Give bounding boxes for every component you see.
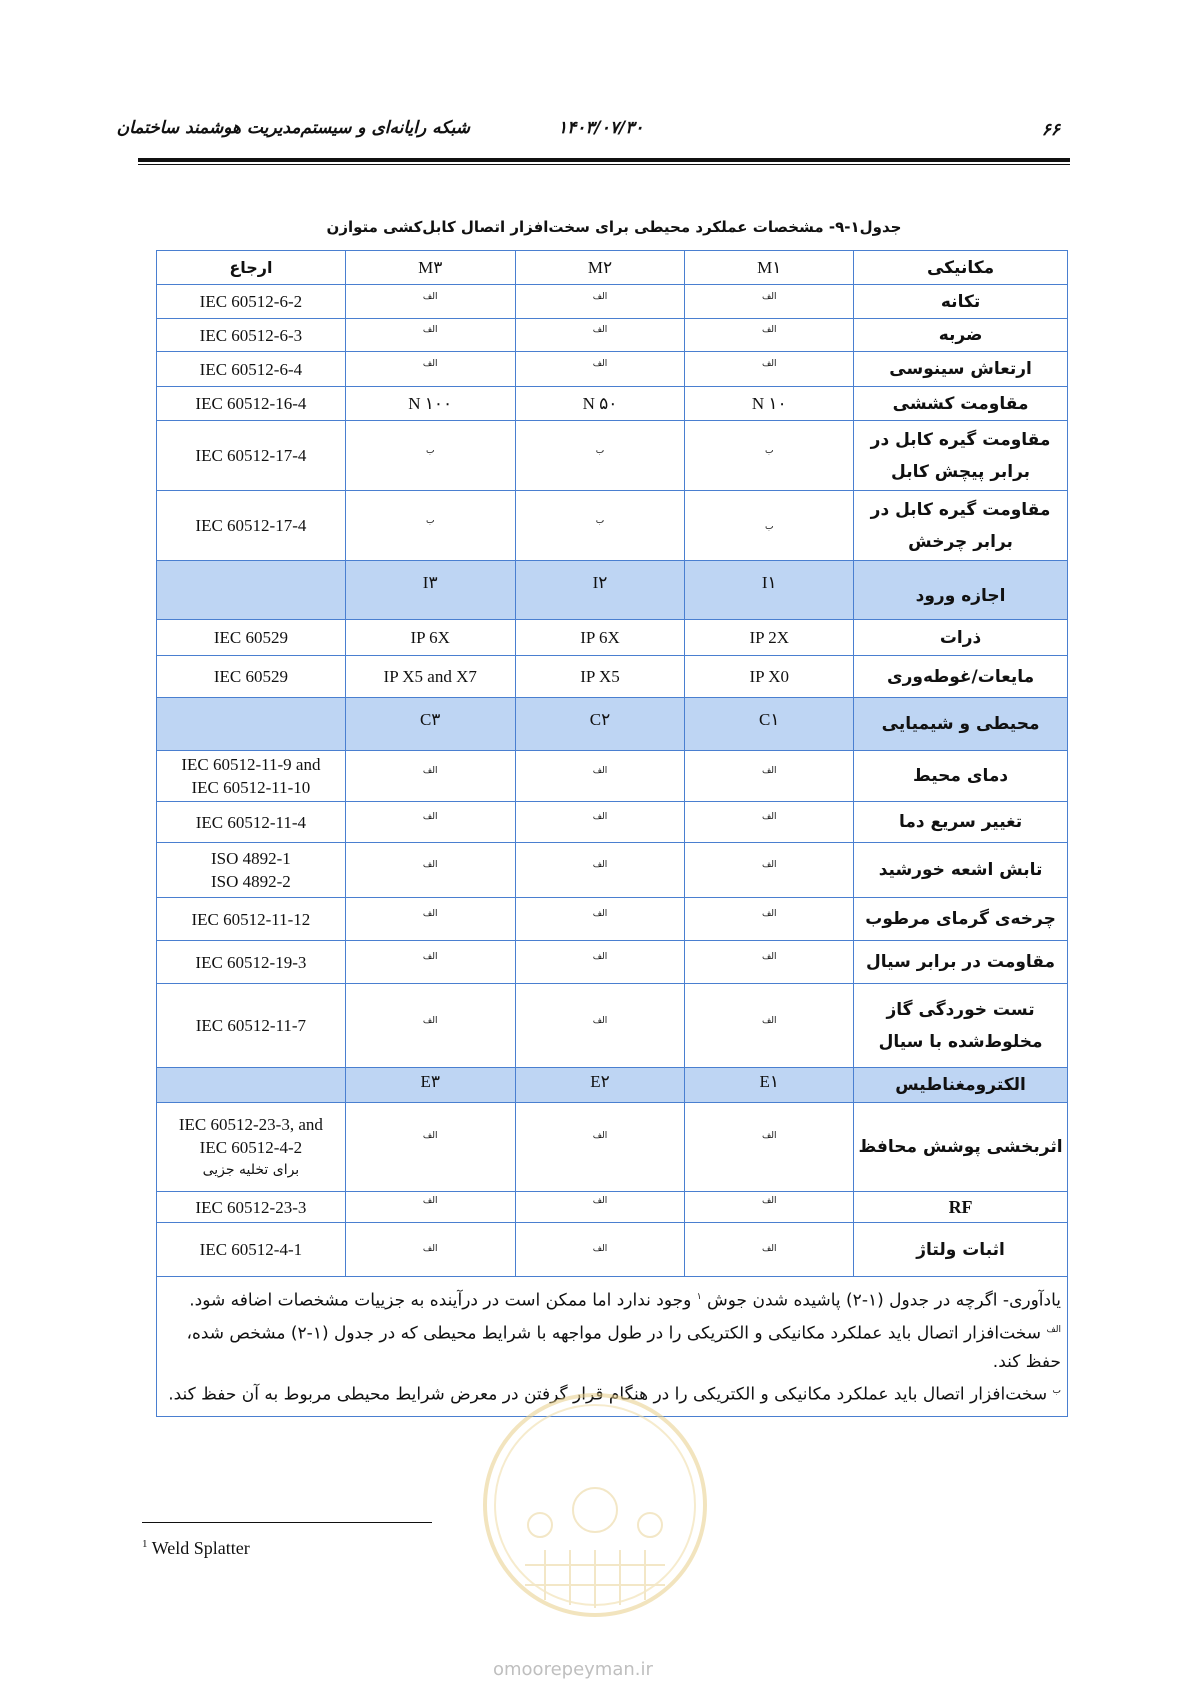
table-row [157, 898, 1068, 941]
row-label: اثربخشی پوشش محافظ [854, 1103, 1068, 1192]
note-mark: الف [761, 359, 777, 369]
note-mark: الف [592, 291, 608, 302]
note-mark: الف [422, 909, 438, 919]
header-rule-thin [138, 164, 1070, 165]
page-number: ۶۶ [1041, 120, 1060, 140]
note-text: سخت‌افزار اتصال باید عملکرد مکانیکی و الکتریکی را در هنگام قرار گرفتن در معرض شرایط محیطی مربوط به آن حفظ کند. [168, 1384, 1048, 1405]
row-label: الکترومغناطیس [854, 1068, 1068, 1103]
note-mark: الف [422, 1243, 438, 1254]
value-cell: ۵۰ N [515, 387, 685, 421]
column-header-mechanical: مکانیکی [854, 251, 1068, 285]
row-label: مایعات/غوطه‌وری [854, 656, 1068, 698]
table-row [157, 1192, 1068, 1223]
table-row [157, 656, 1068, 698]
row-label: مقاومت در برابر سیال [854, 941, 1068, 984]
reference-cell [157, 751, 346, 802]
header-date: ۱۴۰۳/۰۷/۳۰ [558, 118, 644, 138]
page-header [116, 118, 1070, 148]
row-label: مقاومت گیره کابل در برابر چرخش [854, 491, 1068, 561]
row-label: دمای محیط [854, 751, 1068, 802]
row-label: اجازه ورود [854, 561, 1068, 620]
table-row [157, 387, 1068, 421]
note-mark: الف [422, 952, 438, 962]
note-mark: الف [761, 952, 777, 962]
value-cell: IP 6X [345, 620, 515, 656]
row-label: تکانه [854, 285, 1068, 319]
table-caption: جدول۱-۹- مشخصات عملکرد محیطی برای سخت‌افزار اتصال کابل‌کشی متوازن [326, 218, 902, 236]
table-row [157, 1103, 1068, 1192]
row-label: ضربه [854, 319, 1068, 352]
group-row [157, 1068, 1068, 1103]
class-cell: I۲ [515, 561, 685, 620]
class-cell: I۱ [685, 561, 854, 620]
reference-cell [157, 561, 346, 620]
running-title: شبکه رایانه‌ای و سیستم‌مدیریت هوشمند ساختمان [116, 118, 470, 138]
reference-cell: IEC 60512-19-3 [157, 941, 346, 984]
table-row [157, 620, 1068, 656]
note-mark: ب [425, 515, 435, 526]
table-row [157, 421, 1068, 491]
note-mark: الف [761, 812, 777, 822]
reference-line: IEC 60512-23-3, and [178, 1114, 323, 1134]
class-cell: C۱ [685, 698, 854, 751]
note-mark: ب [595, 445, 605, 456]
note-mark: الف [592, 1131, 608, 1141]
note-mark: الف [761, 909, 777, 919]
note-mark: ب [1052, 1386, 1061, 1397]
class-cell: E۲ [515, 1068, 685, 1103]
note-mark: الف [761, 766, 777, 776]
note-mark: ب [595, 515, 605, 526]
note-mark: الف [761, 1243, 777, 1254]
note-mark: الف [422, 1015, 438, 1026]
note-text: یادآوری- اگرچه در جدول (۱-۲) پاشیده شدن جوش [707, 1290, 1061, 1311]
group-row [157, 698, 1068, 751]
table-row [157, 984, 1068, 1068]
reference-line: IEC 60512-4-2 [199, 1137, 303, 1157]
header-rule-thick [138, 158, 1070, 162]
row-label: RF [854, 1192, 1068, 1223]
reference-cell: IEC 60512-23-3 [157, 1192, 346, 1223]
note-mark: ب [425, 445, 435, 456]
row-label: ذرات [854, 620, 1068, 656]
row-label: مقاومت کششی [854, 387, 1068, 421]
table-row [157, 319, 1068, 352]
group-row [157, 561, 1068, 620]
reference-cell: IEC 60512-6-4 [157, 352, 346, 387]
reference-line: IEC 60512-11-10 [191, 778, 311, 797]
column-header-m1: M۱ [685, 251, 854, 285]
note-mark: الف [592, 909, 608, 919]
note-line [167, 1283, 1061, 1316]
table-row [157, 285, 1068, 319]
reference-cell: IEC 60512-6-3 [157, 319, 346, 352]
reference-cell: IEC 60512-17-4 [157, 421, 346, 491]
class-cell: E۱ [685, 1068, 854, 1103]
note-mark: ب [765, 445, 774, 456]
reference-cell: IEC 60512-16-4 [157, 387, 346, 421]
note-mark: ب [765, 521, 774, 532]
note-mark: الف [422, 860, 438, 870]
table-row [157, 843, 1068, 898]
column-header-reference: ارجاع [157, 251, 346, 285]
note-mark: الف [422, 1196, 438, 1206]
reference-cell: IEC 60512-4-1 [157, 1223, 346, 1277]
note-text: سخت‌افزار اتصال باید عملکرد مکانیکی و الکتریکی را در طول مواجهه با شرایط محیطی که در جدول (۱-۲) مشخص شده، حفظ کند. [186, 1323, 1061, 1373]
reference-cell: IEC 60512-17-4 [157, 491, 346, 561]
spec-table [156, 250, 1068, 1417]
column-header-m3: M۳ [345, 251, 515, 285]
row-label: محیطی و شیمیایی [854, 698, 1068, 751]
note-mark: الف [761, 1131, 777, 1141]
note-mark: الف [761, 860, 777, 870]
row-label: تابش اشعه خورشید [854, 843, 1068, 898]
note-mark: الف [592, 1196, 608, 1206]
class-cell: C۲ [515, 698, 685, 751]
note-mark: الف [592, 325, 608, 335]
footnote-text: Weld Splatter [151, 1538, 250, 1558]
note-mark: الف [422, 812, 438, 822]
reference-line: ISO 4892-2 [211, 872, 291, 891]
reference-cell: IEC 60512-6-2 [157, 285, 346, 319]
reference-cell: IEC 60529 [157, 620, 346, 656]
watermark-url: omoorepeyman.ir [493, 1659, 653, 1680]
table-row [157, 352, 1068, 387]
watermark-logo [480, 1390, 710, 1620]
note-line [167, 1316, 1061, 1378]
note-mark: الف [422, 325, 438, 335]
note-mark: الف [422, 1131, 438, 1141]
reference-cell [157, 1103, 346, 1192]
footnote-rule [142, 1522, 432, 1523]
row-label: تست خوردگی گاز مخلوط‌شده با سیال [854, 984, 1068, 1068]
value-cell: ۱۰ N [685, 387, 854, 421]
table-row [157, 802, 1068, 843]
note-mark: الف [592, 952, 608, 962]
table-row [157, 751, 1068, 802]
footnote-ref: ۱ [696, 1292, 702, 1302]
row-label: ارتعاش سینوسی [854, 352, 1068, 387]
value-cell: IP 6X [515, 620, 685, 656]
reference-cell: IEC 60512-11-4 [157, 802, 346, 843]
note-mark: الف [592, 1015, 608, 1026]
note-text: وجود ندارد اما ممکن است در درآینده به جزییات مشخصات اضافه شود. [189, 1290, 692, 1311]
footnote [142, 1538, 250, 1559]
table-header-row [157, 251, 1068, 285]
reference-cell [157, 1068, 346, 1103]
table-row [157, 491, 1068, 561]
reference-cell: IEC 60512-11-7 [157, 984, 346, 1068]
reference-cell: IEC 60512-11-12 [157, 898, 346, 941]
note-mark: الف [422, 291, 438, 302]
row-label: تغییر سریع دما [854, 802, 1068, 843]
reference-cell [157, 843, 346, 898]
value-cell: ۱۰۰ N [345, 387, 515, 421]
note-mark: الف [761, 291, 777, 302]
note-mark: الف [592, 359, 608, 369]
reference-note: برای تخلیه جزیی [202, 1161, 300, 1178]
note-mark: الف [1046, 1324, 1061, 1335]
value-cell: IP 2X [685, 620, 854, 656]
value-cell: IP X0 [685, 656, 854, 698]
reference-cell [157, 698, 346, 751]
table-row [157, 1223, 1068, 1277]
note-mark: الف [592, 1243, 608, 1254]
row-label: مقاومت گیره کابل در برابر پیچش کابل [854, 421, 1068, 491]
reference-line: ISO 4892-1 [211, 849, 291, 868]
reference-cell: IEC 60529 [157, 656, 346, 698]
note-mark: الف [761, 325, 777, 335]
note-mark: الف [422, 359, 438, 369]
note-mark: الف [592, 812, 608, 822]
note-mark: الف [761, 1015, 777, 1026]
note-mark: الف [592, 860, 608, 870]
class-cell: E۳ [345, 1068, 515, 1103]
table-row [157, 941, 1068, 984]
footnote-number: 1 [142, 1538, 148, 1550]
class-cell: C۳ [345, 698, 515, 751]
row-label: چرخه‌ی گرمای مرطوب [854, 898, 1068, 941]
note-mark: الف [761, 1196, 777, 1206]
row-label: اثبات ولتاژ [854, 1223, 1068, 1277]
note-mark: الف [422, 766, 438, 776]
value-cell: IP X5 and X7 [345, 656, 515, 698]
reference-line: IEC 60512-11-9 and [181, 755, 321, 774]
class-cell: I۳ [345, 561, 515, 620]
note-mark: الف [592, 766, 608, 776]
column-header-m2: M۲ [515, 251, 685, 285]
value-cell: IP X5 [515, 656, 685, 698]
